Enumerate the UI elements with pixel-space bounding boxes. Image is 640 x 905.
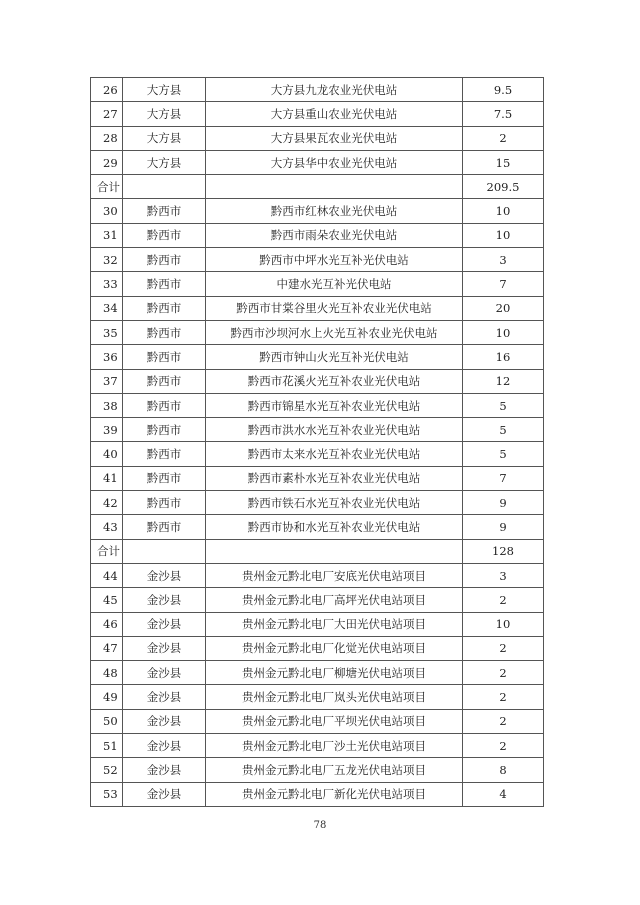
row-number: 28 xyxy=(91,126,123,150)
row-number: 31 xyxy=(91,223,123,247)
row-number: 52 xyxy=(91,758,123,782)
project-name-cell: 黔西市沙坝河水上火光互补农业光伏电站 xyxy=(206,320,463,344)
project-name-cell: 贵州金元黔北电厂五龙光伏电站项目 xyxy=(206,758,463,782)
row-number: 35 xyxy=(91,320,123,344)
project-name-cell: 黔西市锦星水光互补农业光伏电站 xyxy=(206,393,463,417)
county-cell: 金沙县 xyxy=(123,758,206,782)
capacity-cell: 15 xyxy=(463,150,544,174)
project-name-cell: 贵州金元黔北电厂大田光伏电站项目 xyxy=(206,612,463,636)
county-cell: 黔西市 xyxy=(123,418,206,442)
capacity-cell: 2 xyxy=(463,709,544,733)
table-row xyxy=(91,418,544,442)
table-row xyxy=(91,393,544,417)
project-name-cell: 黔西市洪水水光互补农业光伏电站 xyxy=(206,418,463,442)
capacity-cell: 9 xyxy=(463,515,544,539)
project-name-cell: 贵州金元黔北电厂柳塘光伏电站项目 xyxy=(206,661,463,685)
county-cell: 金沙县 xyxy=(123,782,206,806)
subtotal-capacity: 209.5 xyxy=(463,175,544,199)
county-cell: 金沙县 xyxy=(123,612,206,636)
table-row xyxy=(91,734,544,758)
project-name-cell: 黔西市中坪水光互补光伏电站 xyxy=(206,248,463,272)
table-row xyxy=(91,296,544,320)
capacity-cell: 10 xyxy=(463,223,544,247)
subtotal-label: 合计 xyxy=(91,175,123,199)
table-row xyxy=(91,685,544,709)
project-table-body xyxy=(91,78,544,807)
project-name-cell: 贵州金元黔北电厂化觉光伏电站项目 xyxy=(206,636,463,660)
row-number: 36 xyxy=(91,345,123,369)
county-cell: 大方县 xyxy=(123,78,206,102)
capacity-cell: 3 xyxy=(463,248,544,272)
project-name-cell: 贵州金元黔北电厂新化光伏电站项目 xyxy=(206,782,463,806)
county-cell: 黔西市 xyxy=(123,491,206,515)
capacity-cell: 9 xyxy=(463,491,544,515)
subtotal-empty-cell xyxy=(123,175,206,199)
row-number: 50 xyxy=(91,709,123,733)
project-name-cell: 贵州金元黔北电厂平坝光伏电站项目 xyxy=(206,709,463,733)
county-cell: 黔西市 xyxy=(123,248,206,272)
row-number: 27 xyxy=(91,102,123,126)
capacity-cell: 5 xyxy=(463,418,544,442)
county-cell: 黔西市 xyxy=(123,199,206,223)
table-row xyxy=(91,782,544,806)
row-number: 32 xyxy=(91,248,123,272)
project-name-cell: 黔西市太来水光互补农业光伏电站 xyxy=(206,442,463,466)
county-cell: 大方县 xyxy=(123,102,206,126)
row-number: 43 xyxy=(91,515,123,539)
capacity-cell: 16 xyxy=(463,345,544,369)
table-row xyxy=(91,709,544,733)
table-row xyxy=(91,563,544,587)
capacity-cell: 10 xyxy=(463,199,544,223)
capacity-cell: 3 xyxy=(463,563,544,587)
capacity-cell: 7 xyxy=(463,466,544,490)
row-number: 51 xyxy=(91,734,123,758)
county-cell: 金沙县 xyxy=(123,563,206,587)
capacity-cell: 2 xyxy=(463,734,544,758)
row-number: 30 xyxy=(91,199,123,223)
project-name-cell: 黔西市素朴水光互补农业光伏电站 xyxy=(206,466,463,490)
table-row xyxy=(91,345,544,369)
table-row xyxy=(91,199,544,223)
project-name-cell: 贵州金元黔北电厂岚头光伏电站项目 xyxy=(206,685,463,709)
project-name-cell: 黔西市花溪火光互补农业光伏电站 xyxy=(206,369,463,393)
capacity-cell: 2 xyxy=(463,588,544,612)
county-cell: 黔西市 xyxy=(123,320,206,344)
capacity-cell: 7 xyxy=(463,272,544,296)
capacity-cell: 2 xyxy=(463,636,544,660)
county-cell: 金沙县 xyxy=(123,588,206,612)
table-row xyxy=(91,588,544,612)
row-number: 45 xyxy=(91,588,123,612)
county-cell: 黔西市 xyxy=(123,369,206,393)
row-number: 44 xyxy=(91,563,123,587)
project-name-cell: 黔西市雨朵农业光伏电站 xyxy=(206,223,463,247)
project-name-cell: 中建水光互补光伏电站 xyxy=(206,272,463,296)
table-row xyxy=(91,320,544,344)
county-cell: 黔西市 xyxy=(123,223,206,247)
capacity-cell: 20 xyxy=(463,296,544,320)
county-cell: 金沙县 xyxy=(123,685,206,709)
table-row xyxy=(91,272,544,296)
row-number: 26 xyxy=(91,78,123,102)
project-name-cell: 黔西市协和水光互补农业光伏电站 xyxy=(206,515,463,539)
table-row xyxy=(91,466,544,490)
row-number: 38 xyxy=(91,393,123,417)
row-number: 40 xyxy=(91,442,123,466)
row-number: 53 xyxy=(91,782,123,806)
project-name-cell: 黔西市红林农业光伏电站 xyxy=(206,199,463,223)
county-cell: 金沙县 xyxy=(123,709,206,733)
capacity-cell: 9.5 xyxy=(463,78,544,102)
subtotal-empty-cell xyxy=(206,539,463,563)
row-number: 29 xyxy=(91,150,123,174)
table-row xyxy=(91,248,544,272)
subtotal-empty-cell xyxy=(123,539,206,563)
table-row xyxy=(91,612,544,636)
row-number: 46 xyxy=(91,612,123,636)
page-number: 78 xyxy=(313,820,327,831)
project-name-cell: 黔西市钟山火光互补光伏电站 xyxy=(206,345,463,369)
table-row xyxy=(91,758,544,782)
project-name-cell: 贵州金元黔北电厂高坪光伏电站项目 xyxy=(206,588,463,612)
row-number: 49 xyxy=(91,685,123,709)
row-number: 33 xyxy=(91,272,123,296)
county-cell: 黔西市 xyxy=(123,515,206,539)
row-number: 42 xyxy=(91,491,123,515)
project-name-cell: 贵州金元黔北电厂安底光伏电站项目 xyxy=(206,563,463,587)
capacity-cell: 2 xyxy=(463,126,544,150)
project-name-cell: 大方县果瓦农业光伏电站 xyxy=(206,126,463,150)
row-number: 48 xyxy=(91,661,123,685)
project-name-cell: 大方县重山农业光伏电站 xyxy=(206,102,463,126)
table-row xyxy=(91,102,544,126)
subtotal-row xyxy=(91,539,544,563)
county-cell: 金沙县 xyxy=(123,734,206,758)
table-row xyxy=(91,150,544,174)
subtotal-capacity: 128 xyxy=(463,539,544,563)
county-cell: 大方县 xyxy=(123,150,206,174)
capacity-cell: 4 xyxy=(463,782,544,806)
table-row xyxy=(91,78,544,102)
table-row xyxy=(91,515,544,539)
county-cell: 黔西市 xyxy=(123,466,206,490)
project-name-cell: 大方县九龙农业光伏电站 xyxy=(206,78,463,102)
capacity-cell: 5 xyxy=(463,442,544,466)
project-name-cell: 贵州金元黔北电厂沙土光伏电站项目 xyxy=(206,734,463,758)
capacity-cell: 2 xyxy=(463,685,544,709)
table-row xyxy=(91,661,544,685)
county-cell: 黔西市 xyxy=(123,393,206,417)
row-number: 34 xyxy=(91,296,123,320)
table-row xyxy=(91,126,544,150)
county-cell: 大方县 xyxy=(123,126,206,150)
county-cell: 金沙县 xyxy=(123,636,206,660)
county-cell: 黔西市 xyxy=(123,272,206,296)
capacity-cell: 7.5 xyxy=(463,102,544,126)
row-number: 41 xyxy=(91,466,123,490)
project-table xyxy=(90,77,544,807)
county-cell: 黔西市 xyxy=(123,345,206,369)
capacity-cell: 10 xyxy=(463,320,544,344)
table-row xyxy=(91,491,544,515)
table-row xyxy=(91,442,544,466)
county-cell: 黔西市 xyxy=(123,296,206,320)
project-name-cell: 大方县华中农业光伏电站 xyxy=(206,150,463,174)
county-cell: 金沙县 xyxy=(123,661,206,685)
capacity-cell: 8 xyxy=(463,758,544,782)
row-number: 39 xyxy=(91,418,123,442)
table-row xyxy=(91,636,544,660)
row-number: 37 xyxy=(91,369,123,393)
project-name-cell: 黔西市铁石水光互补农业光伏电站 xyxy=(206,491,463,515)
capacity-cell: 12 xyxy=(463,369,544,393)
table-row xyxy=(91,369,544,393)
subtotal-label: 合计 xyxy=(91,539,123,563)
subtotal-empty-cell xyxy=(206,175,463,199)
row-number: 47 xyxy=(91,636,123,660)
capacity-cell: 2 xyxy=(463,661,544,685)
capacity-cell: 10 xyxy=(463,612,544,636)
capacity-cell: 5 xyxy=(463,393,544,417)
project-name-cell: 黔西市甘棠谷里火光互补农业光伏电站 xyxy=(206,296,463,320)
county-cell: 黔西市 xyxy=(123,442,206,466)
table-row xyxy=(91,223,544,247)
subtotal-row xyxy=(91,175,544,199)
